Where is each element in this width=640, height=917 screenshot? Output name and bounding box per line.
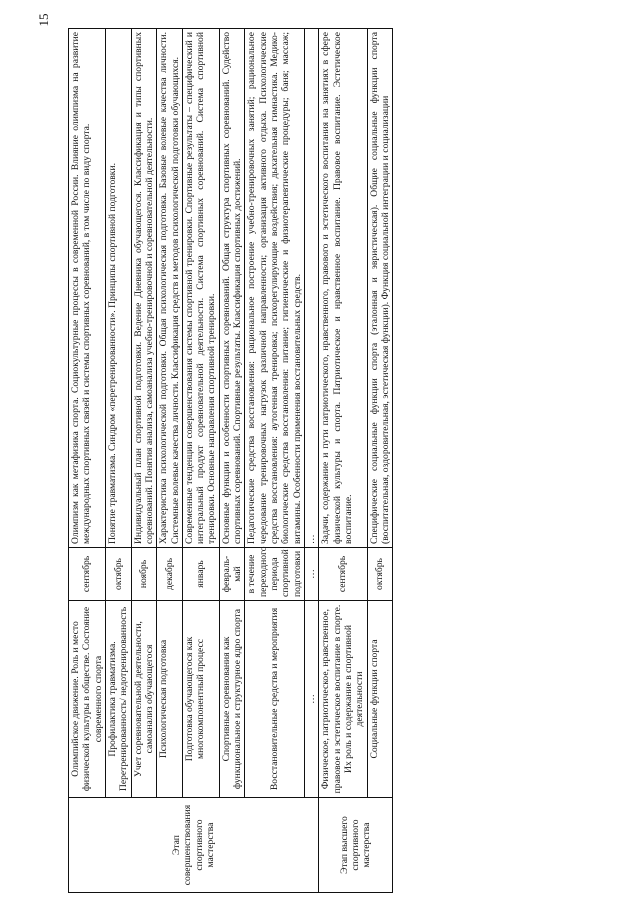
month-cell: декабрь	[157, 548, 183, 601]
topic-cell: Подготовка обучающегося как многокомпонентный процесс	[182, 601, 219, 798]
content-cell: Понятие травматизма. Синдром «перетренированности». Принципы спортивной подготовки.	[105, 29, 131, 548]
table-row	[105, 29, 131, 893]
content-cell: Специфические социальные функции спорта (эталонная и эвристическая). Общие социальные функции спорта (воспитательная, оздоровительная, эстетическая функции). Функция социальной интеграции и социализации	[367, 29, 393, 548]
rotated-table-wrapper	[68, 28, 568, 893]
table-row	[69, 29, 106, 893]
topic-cell: Олимпийское движение. Роль и место физической культуры в обществе. Состояние современного спорта	[69, 601, 106, 798]
content-cell: Характеристика психологической подготовки. Общая психологическая подготовка. Базовые волевые качества личности. Системные волевые качества личности. Классификация средств и методов психологической подготовки обучающихся.	[157, 29, 183, 548]
content-cell: Задачи, содержание и пути патриотического, нравственного, правового и эстетического воспитания на занятиях в сфере физической культуры и спорта. Патриотическое и нравственное воспитание. Правовое воспитание. Эстетическое воспитание.	[319, 29, 367, 548]
topic-cell: Социальные функции спорта	[367, 601, 393, 798]
month-cell: февраль-май	[219, 548, 245, 601]
month-cell: в течение переходного периода спортивной подготовки	[245, 548, 305, 601]
content-cell: Педагогические средства восстановления: рациональное построение учебно-тренировочных занятий; рациональное чередование тренировочных нагрузок различной направленности; организация активного отдыха. Психологические средства восстановления: аутогенная тренировка; психорегулирующие воздействия; дыхательная гимнастика. Медико-биологические средства восстановления: питание; гигиенические и физиотерапевтические процедуры; баня; массаж; витамины. Особенности применения восстановительных средств.	[245, 29, 305, 548]
topic-cell: Профилактика травматизма. Перетренированность/ недотренированность	[105, 601, 131, 798]
topic-cell: Учет соревновательной деятельности, самоанализ обучающегося	[131, 601, 157, 798]
content-cell: Современные тенденции совершенствования системы спортивной тренировки. Спортивные результаты – специфический и интегральный продукт соревновательной деятельности. Система спортивных соревнований. Система спортивной тренировки. Основные направления спортивной тренировки.	[182, 29, 219, 548]
table-row	[367, 29, 393, 893]
table-row	[182, 29, 219, 893]
month-cell: январь	[182, 548, 219, 601]
topic-cell: …	[304, 601, 318, 798]
topic-cell: Спортивные соревнования как функциональное и структурное ядро спорта	[219, 601, 245, 798]
stage-cell: Этап совершенствования спортивного мастерства	[69, 798, 319, 893]
theory-plan-table	[68, 28, 393, 893]
table-body	[69, 29, 393, 893]
content-cell: Индивидуальный план спортивной подготовки. Ведение Дневника обучающегося. Классификация и типы спортивных соревнований. Понятия анализа, самоанализа учебно-тренировочной и соревновательной деятельности.	[131, 29, 157, 548]
table-row	[219, 29, 245, 893]
table-row	[131, 29, 157, 893]
content-cell: Олимпизм как метафизика спорта. Социокультурные процессы в современной России. Влияние олимпизма на развитие международных спортивных связей и системы спортивных соревнований, в том числе по виду спорта.	[69, 29, 106, 548]
month-cell: сентябрь	[69, 548, 106, 601]
stage-cell: Этап высшего спортивного мастерства	[319, 798, 393, 893]
table-row	[304, 29, 318, 893]
table-row	[319, 29, 367, 893]
page-number: 15	[36, 13, 51, 27]
content-cell: …	[304, 29, 318, 548]
month-cell: октябрь	[367, 548, 393, 601]
content-cell: Основные функции и особенности спортивных соревнований. Общая структура спортивных соревнований. Судейство спортивных соревнований. Спортивные результаты. Классификация спортивных достижений.	[219, 29, 245, 548]
table-row	[245, 29, 305, 893]
month-cell: …	[304, 548, 318, 601]
table-row	[157, 29, 183, 893]
topic-cell: Психологическая подготовка	[157, 601, 183, 798]
topic-cell: Восстановительные средства и мероприятия	[245, 601, 305, 798]
month-cell: сентябрь	[319, 548, 367, 601]
month-cell: ноябрь	[131, 548, 157, 601]
month-cell: октябрь	[105, 548, 131, 601]
topic-cell: Физическое, патриотическое, нравственное, правовое и эстетическое воспитание в спорте. Их роль и содержание в спортивной деятельности	[319, 601, 367, 798]
